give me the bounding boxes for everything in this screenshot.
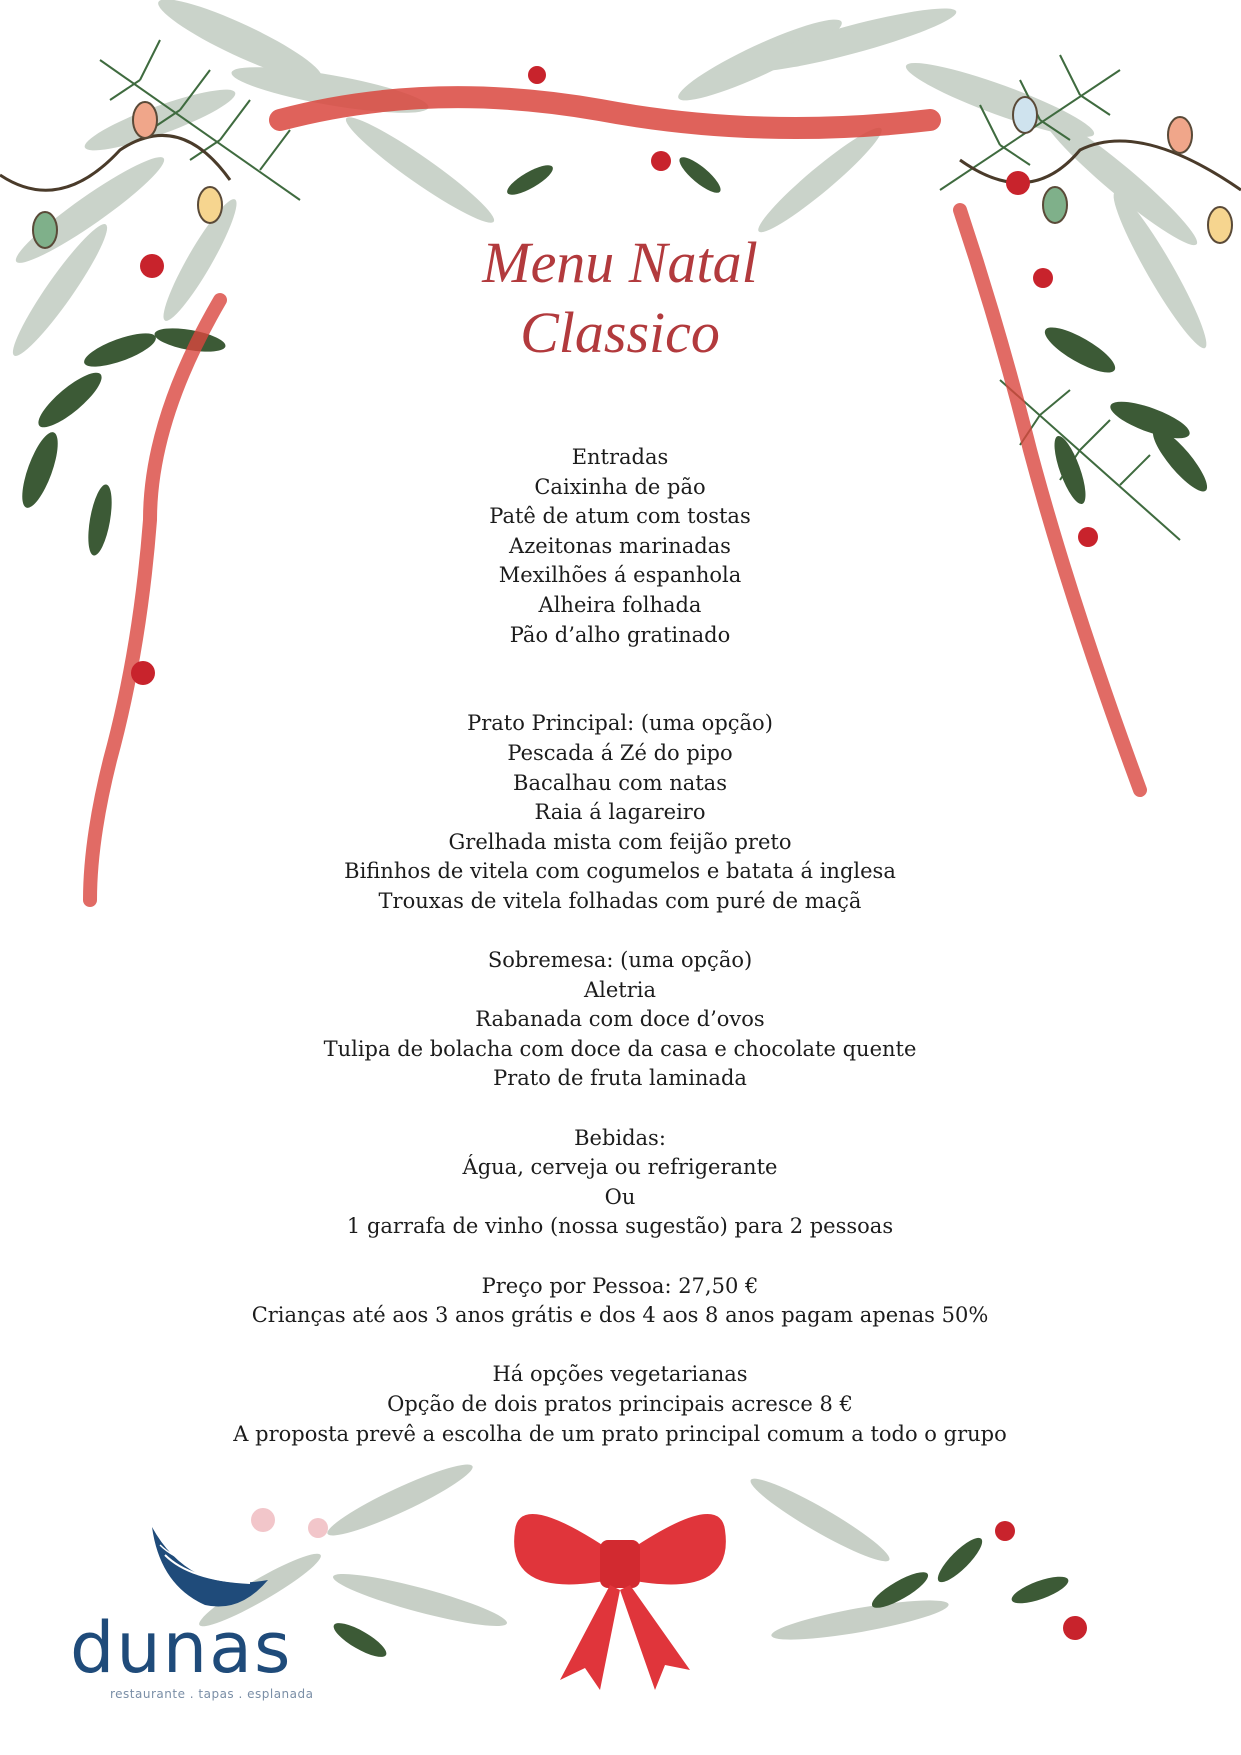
menu-item: Patê de atum com tostas	[489, 504, 751, 529]
section-heading: Entradas	[571, 445, 669, 469]
section-heading: Prato Principal: (uma opção)	[467, 711, 773, 736]
section-heading: Bebidas:	[574, 1125, 666, 1150]
menu-item: Prato de fruta laminada	[493, 1066, 747, 1091]
logo-tagline: restaurante . tapas . esplanada	[110, 1687, 314, 1701]
logo-wordmark: dunas	[70, 1607, 293, 1689]
menu-item: Azeitonas marinadas	[509, 533, 731, 558]
section-bebidas	[180, 1124, 1060, 1242]
menu-item: Bacalhau com natas	[513, 770, 727, 795]
title-line-2: Classico	[520, 300, 720, 365]
red-bow	[514, 1514, 726, 1690]
note-line: A proposta prevê a escolha de um prato principal comum a todo o grupo	[233, 1421, 1007, 1446]
section-heading: Sobremesa: (uma opção)	[487, 948, 753, 973]
section-price	[180, 1272, 1060, 1331]
menu-item: Mexilhões á espanhola	[498, 563, 742, 588]
title-line-1: Menu Natal	[482, 230, 758, 295]
note-line: Opção de dois pratos principais acresce 8 €	[387, 1392, 853, 1416]
menu-item: Grelhada mista com feijão preto	[448, 829, 792, 854]
section-notes	[180, 1360, 1060, 1449]
menu-item: Tulipa de bolacha com doce da casa e chocolate quente	[323, 1036, 917, 1061]
menu-item: Aletria	[583, 977, 657, 1002]
section-prato-principal	[180, 709, 1060, 916]
menu-item: Trouxas de vitela folhadas com puré de maçã	[378, 888, 862, 913]
menu-content	[180, 443, 1060, 1449]
menu-item: Caixinha de pão	[534, 474, 706, 499]
menu-title	[420, 228, 820, 368]
section-entradas	[180, 443, 1060, 650]
menu-item: Água, cerveja ou refrigerante	[462, 1155, 778, 1180]
menu-item: Ou	[604, 1184, 636, 1209]
menu-item: Pescada á Zé do pipo	[507, 740, 733, 765]
boat-icon	[150, 1525, 270, 1620]
menu-item: Pão d’alho gratinado	[509, 622, 731, 647]
menu-item: Raia á lagareiro	[534, 800, 706, 825]
menu-item: Bifinhos de vitela com cogumelos e batata á inglesa	[344, 859, 896, 884]
children-price-note: Crianças até aos 3 anos grátis e dos 4 aos 8 anos pagam apenas 50%	[251, 1303, 989, 1328]
menu-item: Alheira folhada	[538, 592, 702, 617]
note-line: Há opções vegetarianas	[492, 1362, 748, 1387]
menu-item: Rabanada com doce d’ovos	[475, 1007, 765, 1032]
section-sobremesa	[180, 946, 1060, 1094]
price-line: Preço por Pessoa: 27,50 €	[481, 1273, 759, 1298]
menu-item: 1 garrafa de vinho (nossa sugestão) para 2 pessoas	[346, 1214, 894, 1239]
